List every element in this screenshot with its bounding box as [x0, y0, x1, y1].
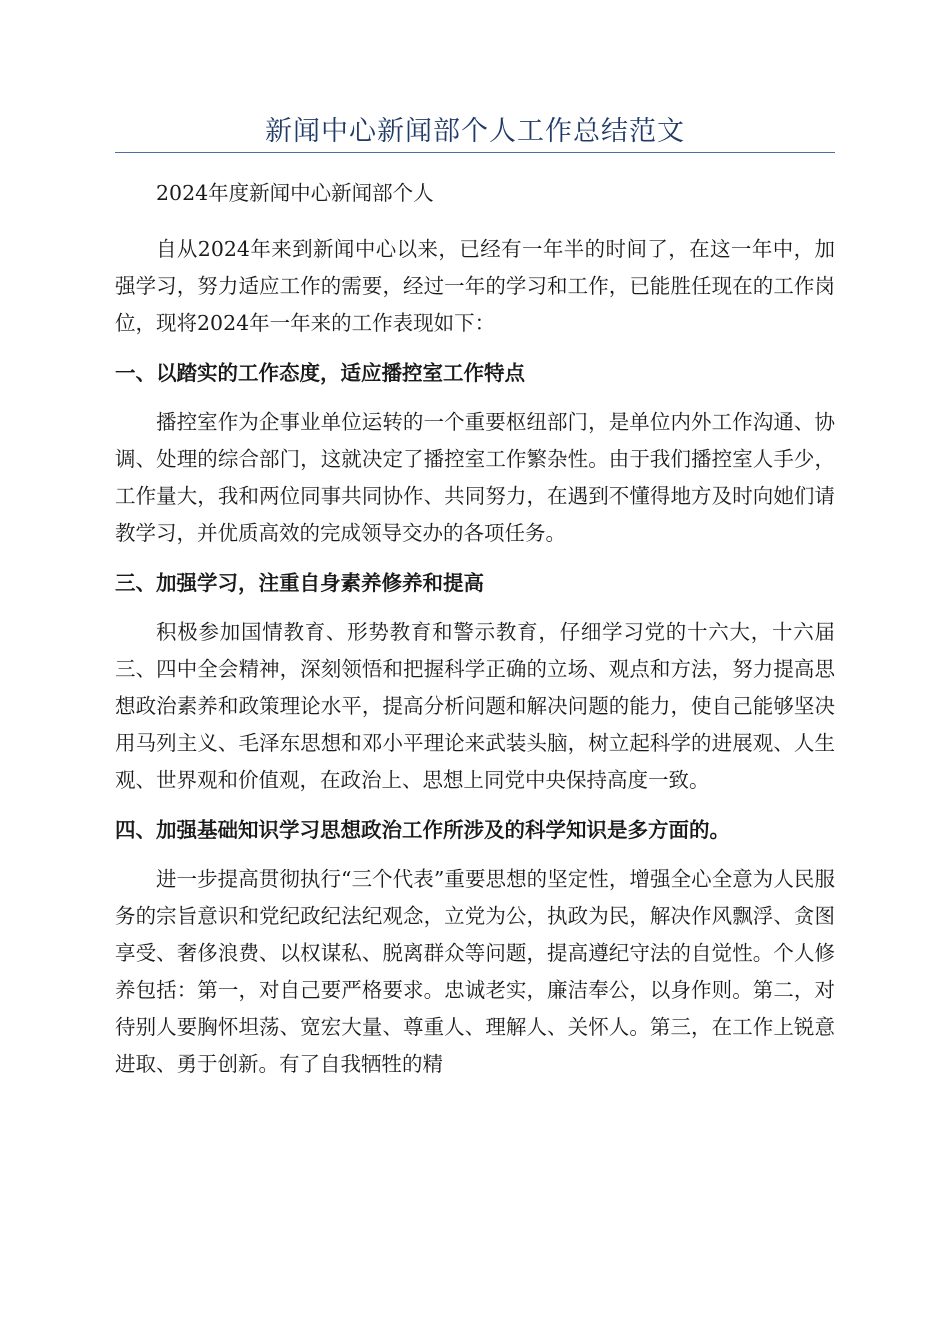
section-1-paragraph: 播控室作为企事业单位运转的一个重要枢纽部门，是单位内外工作沟通、协调、处理的综合部门，这就决定了播控室工作繁杂性。由于我们播控室人手少，工作量大，我和两位同事共同协作、共同努力，在遇到不懂得地方及时向她们请教学习，并优质高效的完成领导交办的各项任务。 — [115, 410, 835, 545]
title-underline — [115, 152, 835, 153]
section-2-heading: 三、加强学习，注重自身素养修养和提高 — [115, 571, 484, 595]
section-3-paragraph: 进一步提高贯彻执行“三个代表”重要思想的坚定性，增强全心全意为人民服务的宗旨意识和党纪政纪法纪观念，立党为公，执政为民，解决作风飘浮、贪图享受、奢侈浪费、以权谋私、脱离群众等问题，提高遵纪守法的自觉性。个人修养包括：第一，对自己要严格要求。忠诚老实，廉洁奉公，以身作则。第二，对待别人要胸怀坦荡、宽宏大量、尊重人、理解人、关怀人。第三，在工作上锐意进取、勇于创新。有了自我牺牲的精 — [115, 867, 835, 1076]
section-2-paragraph: 积极参加国情教育、形势教育和警示教育，仔细学习党的十六大，十六届三、四中全会精神，深刻领悟和把握科学正确的立场、观点和方法，努力提高思想政治素养和政策理论水平，提高分析问题和解决问题的能力，使自己能够坚决用马列主义、毛泽东思想和邓小平理论来武装头脑，树立起科学的进展观、人生观、世界观和价值观，在政治上、思想上同党中央保持高度一致。 — [115, 620, 835, 792]
document-title: 新闻中心新闻部个人工作总结范文 — [265, 116, 685, 147]
section-3-heading: 四、加强基础知识学习思想政治工作所涉及的科学知识是多方面的。 — [115, 818, 730, 842]
document-page — [115, 112, 835, 1096]
document-subtitle: 2024年度新闻中心新闻部个人 — [156, 181, 434, 205]
section-1-heading: 一、以踏实的工作态度，适应播控室工作特点 — [115, 361, 525, 385]
intro-paragraph: 自从2024年来到新闻中心以来，已经有一年半的时间了，在这一年中，加强学习，努力适应工作的需要，经过一年的学习和工作，已能胜任现在的工作岗位，现将2024年一年来的工作表现如下： — [115, 237, 835, 335]
